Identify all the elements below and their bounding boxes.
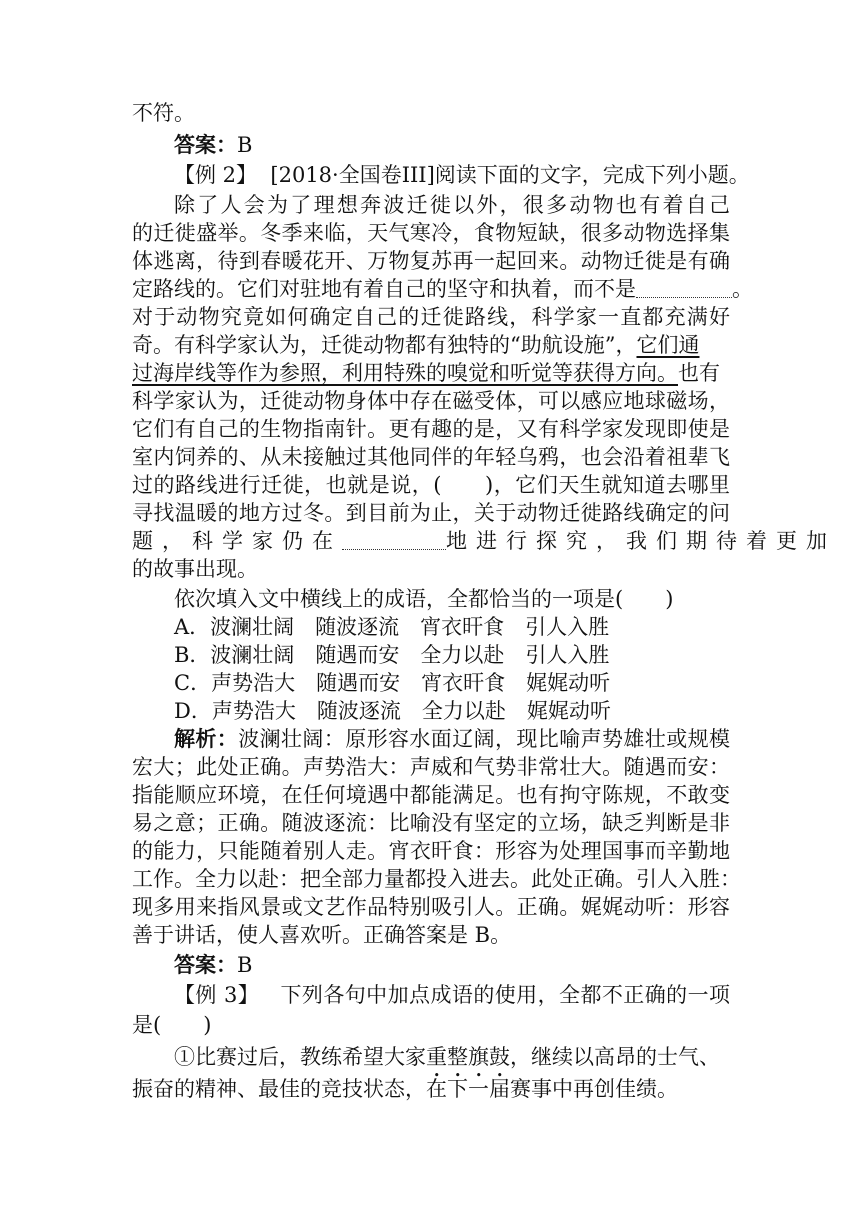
example-2-heading (174, 160, 750, 190)
example-3-heading (174, 980, 730, 1010)
example-tag: 【例 2】 (174, 163, 258, 187)
example-title: 下列各句中加点成语的使用，全都不正确的一项 (280, 983, 730, 1007)
passage-line: 寻找温暖的地方过冬。到目前为止，关于动物迁徙路线确定的问 (132, 501, 730, 525)
sentence-line: 振奋的精神、最佳的竞技状态，在下一届赛事中再创佳绩。 (132, 1077, 678, 1101)
passage-line (132, 274, 753, 304)
passage-text: 也有 (678, 361, 720, 385)
passage-line: 的迁徙盛举。冬季来临，天气寒冷，食物短缺，很多动物选择集 (132, 221, 730, 245)
passage-line: 的故事出现。 (132, 557, 258, 581)
option-d: D．声势浩大 随波逐流 全力以赴 娓娓动听 (174, 699, 611, 723)
passage-line (132, 358, 730, 388)
passage-text: 。 (732, 277, 753, 301)
answer-value: B (237, 953, 253, 977)
example-3-heading-tail: 是( ) (132, 1013, 212, 1037)
blank-line (636, 277, 732, 298)
option-a: A．波澜壮阔 随波逐流 宵衣旰食 引人入胜 (174, 615, 610, 639)
passage-text: 定路线的。它们对驻地有着自己的坚守和执着，而不是 (132, 277, 636, 301)
analysis-line: 的能力，只能随着别人走。宵衣旰食：形容为处理国事而辛勤地 (132, 839, 730, 863)
passage-line: 除了人会为了理想奔波迁徙以外，很多动物也有着自己 (174, 193, 730, 217)
passage-text: 地进行探究，我们期待着更加 (446, 529, 836, 553)
passage-text: 题，科学家仍在 (132, 529, 342, 553)
analysis-line: 易之意；正确。随波逐流：比喻没有坚定的立场，缺乏判断是非 (132, 811, 730, 835)
passage-line: 它们有自己的生物指南针。更有趣的是，又有科学家发现即使是 (132, 417, 730, 441)
passage-line: 对于动物究竟如何确定自己的迁徙路线，科学家一直都充满好 (132, 305, 730, 329)
analysis-line: 善于讲话，使人喜欢听。正确答案是 B。 (132, 923, 512, 947)
analysis-line: 指能顺应环境，在任何境遇中都能满足。也有拘守陈规，不敢变 (132, 783, 730, 807)
example-tag: 【例 3】 (174, 983, 260, 1007)
emphasized-idiom: 重整旗鼓 (426, 1045, 510, 1069)
underlined-text: 它们通 (636, 333, 700, 357)
analysis-line: 现多用来指风景或文艺作品特别吸引人。正确。娓娓动听：形容 (132, 895, 730, 919)
option-b: B．波澜壮阔 随遇而安 全力以赴 引人入胜 (174, 643, 610, 667)
passage-line (132, 330, 730, 360)
passage-line: 科学家认为，迁徙动物身体中存在磁受体，可以感应地球磁场， (132, 389, 730, 413)
sentence-text: ①比赛过后，教练希望大家 (174, 1045, 426, 1069)
answer-line (174, 130, 730, 160)
answer-label: 答案： (174, 952, 237, 977)
question-stem: 依次填入文中横线上的成语，全都恰当的一项是( ) (174, 587, 674, 611)
analysis-label: 解析： (174, 726, 239, 751)
answer-line (174, 950, 730, 980)
passage-line: 过的路线进行迁徙，也就是说，( )，它们天生就知道去哪里 (132, 473, 730, 497)
analysis-line (174, 724, 730, 754)
analysis-text: 波澜壮阔：原形容水面辽阔，现比喻声势雄壮或规模 (238, 727, 731, 751)
analysis-line: 工作。全力以赴：把全部力量都投入进去。此处正确。引人入胜： (132, 867, 741, 891)
answer-value: B (237, 133, 253, 157)
underlined-text: 过海岸线等作为参照，利用特殊的嗅觉和听觉等获得方向。 (132, 361, 678, 385)
answer-label: 答案： (174, 132, 237, 157)
blank-line (342, 529, 446, 550)
passage-line: 室内饲养的、从未接触过其他同伴的年轻乌鸦，也会沿着祖辈飞 (132, 445, 730, 469)
text-line: 不符。 (132, 101, 195, 125)
passage-line: 体逃离，待到春暖花开、万物复苏再一起回来。动物迁徙是有确 (132, 249, 730, 273)
analysis-line: 宏大；此处正确。声势浩大：声威和气势非常壮大。随遇而安： (132, 755, 730, 779)
sentence-text: ，继续以高昂的士气、 (510, 1045, 720, 1069)
example-title: [2018·全国卷III]阅读下面的文字，完成下列小题。 (270, 163, 750, 187)
passage-line (132, 526, 836, 556)
option-c: C．声势浩大 随遇而安 宵衣旰食 娓娓动听 (174, 671, 611, 695)
passage-text: 奇。有科学家认为，迁徙动物都有独特的“助航设施”， (132, 333, 637, 357)
